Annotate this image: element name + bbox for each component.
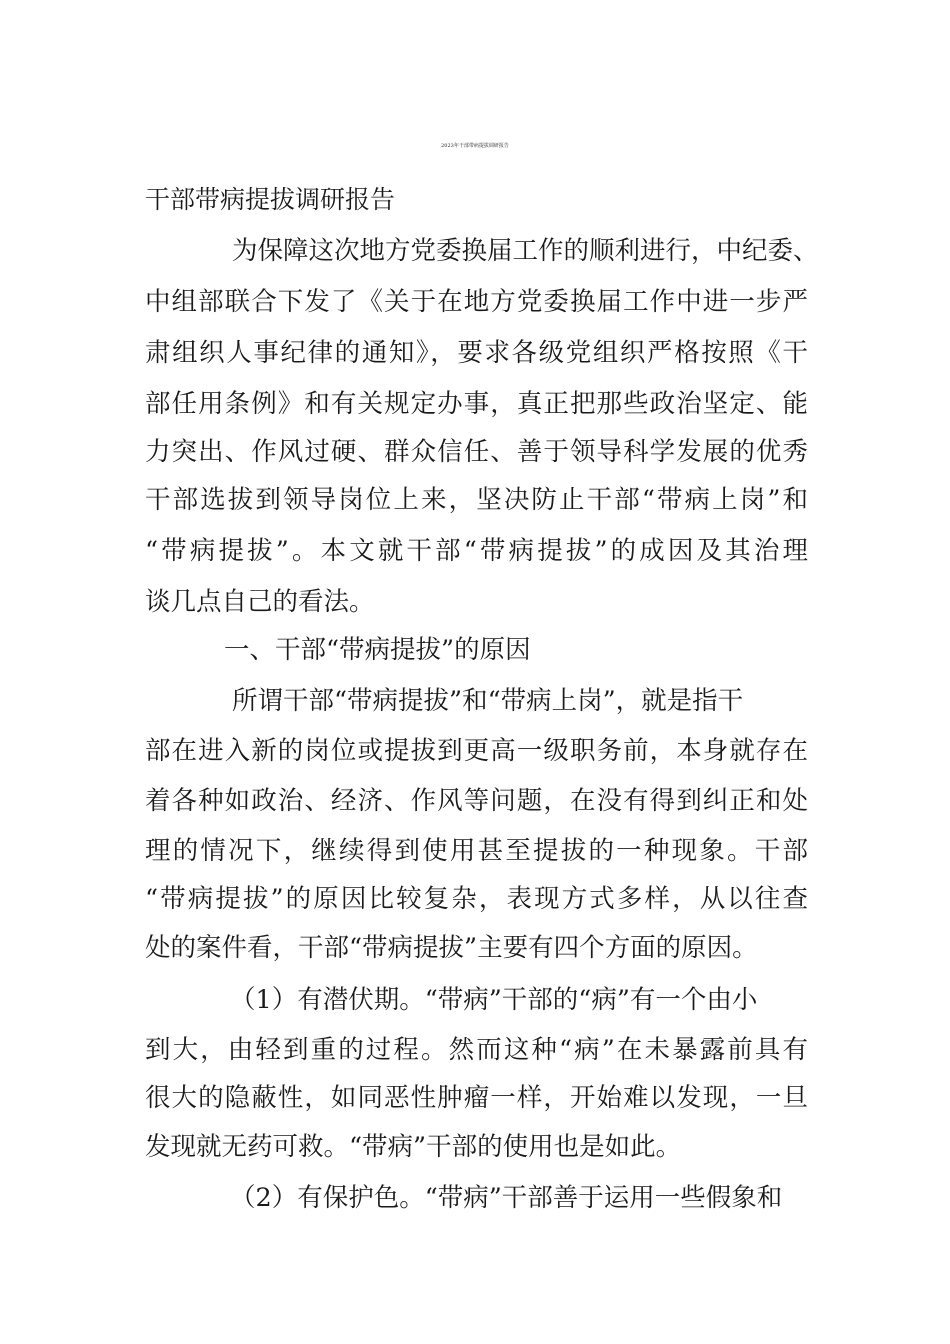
paragraph-line: 理的情况下，继续得到使用甚至提拔的一种现象。干部 bbox=[145, 836, 808, 866]
paragraph-line: 谈几点自己的看法。 bbox=[145, 587, 375, 617]
section-heading: 一、干部“带病提拔”的原因 bbox=[224, 635, 531, 665]
document-subtitle: 干部带病提拔调研报告 bbox=[145, 185, 396, 214]
paragraph-line: “带病提拔”的原因比较复杂，表现方式多样，从以往查 bbox=[145, 884, 808, 914]
paragraph-line: 干部选拔到领导岗位上来，坚决防止干部“带病上岗”和 bbox=[145, 485, 808, 515]
paragraph-line: 中组部联合下发了《关于在地方党委换届工作中进一步严 bbox=[145, 287, 808, 317]
paragraph-line: 所谓干部“带病提拔”和“带病上岗”，就是指干 bbox=[232, 686, 744, 716]
paragraph-line: （2）有保护色。“带病”干部善于运用一些假象和 bbox=[230, 1183, 783, 1213]
paragraph-line: 着各种如政治、经济、作风等问题，在没有得到纠正和处 bbox=[145, 786, 808, 816]
paragraph-line: 力突出、作风过硬、群众信任、善于领导科学发展的优秀 bbox=[145, 437, 808, 467]
document-title: 2023年干部带病提拔调研报告 bbox=[441, 143, 509, 149]
paragraph-line: 很大的隐蔽性，如同恶性肿瘤一样，开始难以发现，一旦 bbox=[145, 1083, 808, 1113]
paragraph-line: 为保障这次地方党委换届工作的顺利进行，中纪委、 bbox=[232, 236, 819, 266]
paragraph-line: 到大，由轻到重的过程。然而这种“病”在未暴露前具有 bbox=[145, 1035, 808, 1065]
paragraph-line: 部任用条例》和有关规定办事，真正把那些政治坚定、能 bbox=[145, 389, 808, 419]
paragraph-line: 部在进入新的岗位或提拔到更高一级职务前，本身就存在 bbox=[145, 736, 808, 766]
paragraph-line: 肃组织人事纪律的通知》，要求各级党组织严格按照《干 bbox=[145, 338, 808, 368]
paragraph-line: “带病提拔”。本文就干部“带病提拔”的成因及其治理 bbox=[145, 536, 808, 566]
paragraph-line: 发现就无药可救。“带病”干部的使用也是如此。 bbox=[145, 1132, 682, 1162]
paragraph-line: 处的案件看，干部“带病提拔”主要有四个方面的原因。 bbox=[145, 933, 758, 963]
paragraph-line: （1）有潜伏期。“带病”干部的“病”有一个由小 bbox=[230, 985, 758, 1015]
